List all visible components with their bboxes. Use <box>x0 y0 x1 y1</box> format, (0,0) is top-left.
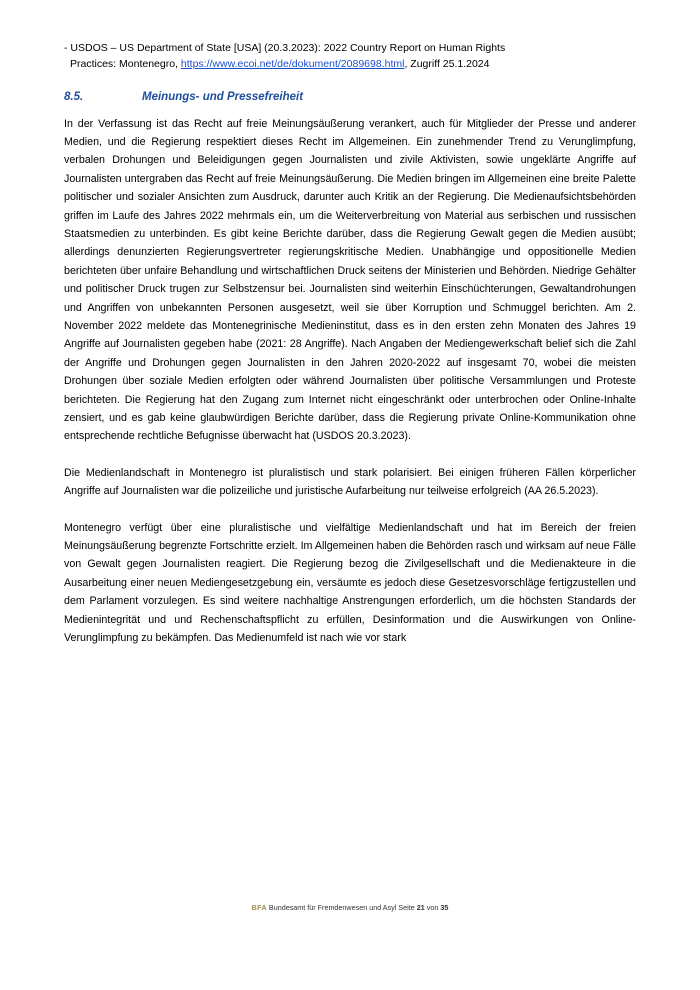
source-reference <box>64 40 636 73</box>
footer-organization-name: Bundesamt für Fremdenwesen und Asyl Seite <box>268 903 417 912</box>
footer-page-total: 35 <box>440 903 449 912</box>
footer-organization-abbr: BFA <box>251 903 267 912</box>
section-number: 8.5. <box>64 90 84 103</box>
paragraph-1: In der Verfassung ist das Recht auf freie Meinungsäußerung verankert, auch für Mitglieder der Presse und anderer Medien, und die Regierung respektiert dieses Recht im Allgemeinen. Ein zunehmender Trend zu Verunglimpfung, verbalen Drohungen und Beleidigungen gegen Journalisten und zivile Aktivisten, sowie ungeklärte Angriffe auf Journalisten untergraben das Recht auf freie Meinungsäußerung. Die Medien bringen im Allgemeinen eine breite Palette politischer und sozialer Ansichten zum Ausdruck, darunter auch Kritik an der Regierung. Die Medienaufsichtsbehörden griffen im Laufe des Jahres 2022 mehrmals ein, um die Weiterverbreitung von Material aus serbischen und russischen Staatsmedien zu unterbinden. Es gibt keine Berichte darüber, dass die Regierung Gewalt gegen die Medien ausübt; allerdings denunzierten Regierungsvertreter regierungskritische Medien. Unabhängige und oppositionelle Medien berichteten über unfaire Behandlung und wirtschaftlichen Druck seitens der Ministerien und Behörden. Niedrige Gehälter und politischer Druck trugen zur Selbstzensur bei. Journalisten sind weiterhin Einschüchterungen, Gewaltandrohungen und Angriffen von unbekannten Personen ausgesetzt, weil sie über Korruption und Schmuggel berichten. Am 2. November 2022 meldete das Montenegrinische Medieninstitut, dass es in den ersten zehn Monaten des Jahres 19 Angriffe auf Journalisten gegeben habe (2021: 28 Angriffe). Nach Angaben der Mediengewerkschaft belief sich die Zahl der Angriffe und Drohungen gegen Journalisten in den Jahren 2020-2022 auf insgesamt 70, wobei die meisten Drohungen über soziale Medien erfolgten oder während Journalisten über politische Versammlungen und Proteste berichteten. Die Regierung hat den Zugang zum Internet nicht eingeschränkt oder unterbrochen oder Online-Inhalte zensiert, und es gab keine glaubwürdigen Berichte darüber, dass die Regierung private Online-Kommunikation ohne entsprechende rechtliche Befugnisse überwacht hat (USDOS 20.3.2023). <box>64 117 636 443</box>
section-heading <box>64 91 636 103</box>
page-footer <box>0 903 700 912</box>
section-title: Meinungs- und Pressefreiheit <box>142 90 304 103</box>
reference-line-2 <box>64 56 636 72</box>
footer-page-current: 21 <box>416 903 425 912</box>
reference-bullet: - <box>64 42 68 54</box>
reference-line-2-prefix: Practices: Montenegro, <box>70 58 181 71</box>
footer-page-separator: von <box>424 903 441 912</box>
reference-line-1: USDOS – US Department of State [USA] (20.3.2023): 2022 Country Report on Human Rights <box>70 42 506 54</box>
reference-link[interactable]: https://www.ecoi.net/de/dokument/2089698.html <box>180 58 405 71</box>
paragraph-2: Die Medienlandschaft in Montenegro ist pluralistisch und stark polarisiert. Bei einigen früheren Fällen körperlicher Angriffe auf Journalisten war die polizeiliche und juristische Aufarbeitung nur teilweise erfolgreich (AA 26.5.2023). <box>64 466 636 498</box>
paragraph-3: Montenegro verfügt über eine pluralistische und vielfältige Medienlandschaft und hat im Bereich der freien Meinungsäußerung begrenzte Fortschritte erzielt. Im Allgemeinen haben die Behörden rasch und wirksam auf neue Fälle von Gewalt gegen Journalisten reagiert. Die Regierung bezog die Zivilgesellschaft und die Medienakteure in die Ausarbeitung einer neuen Mediengesetzgebung ein, versäumte es jedoch diese Gesetzesvorschläge fertigzustellen und dem Parlament vorzulegen. Es sind weitere nachhaltige Anstrengungen erforderlich, um die höchsten Standards der Medienintegrität und und Rechenschaftspflicht zu erfüllen, Desinformation und die Auswirkungen von Online-Verunglimpfung zu bekämpfen. Das Medienumfeld ist nach wie vor stark <box>64 521 636 645</box>
reference-line-2-suffix: , Zugriff 25.1.2024 <box>404 58 490 71</box>
